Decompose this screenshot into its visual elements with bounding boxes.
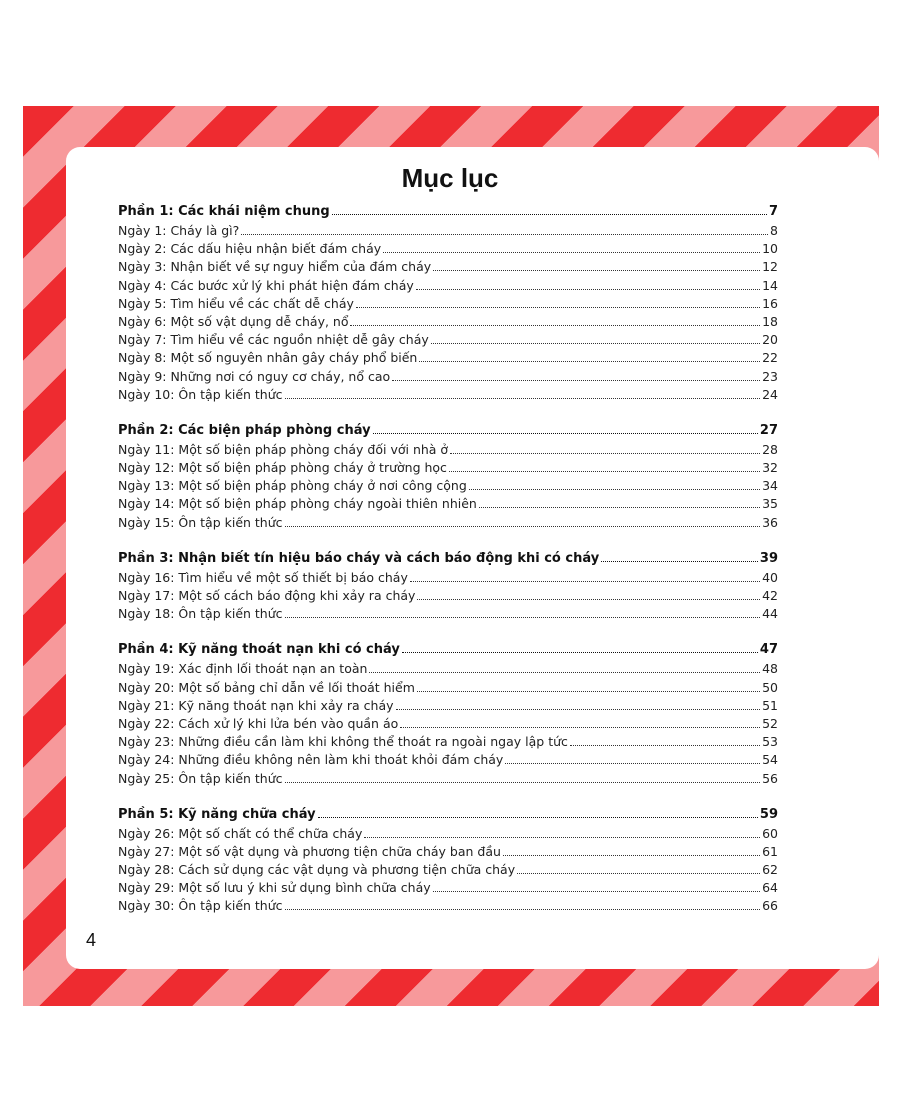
toc-entry-page: 18 (762, 313, 778, 329)
toc-entry-page: 66 (762, 898, 778, 914)
dot-leader (570, 745, 760, 746)
toc-entry[interactable] (118, 880, 778, 898)
dot-leader (419, 361, 760, 362)
toc-section-heading-page: 7 (768, 204, 778, 219)
dot-leader (417, 599, 760, 600)
dot-leader (505, 763, 760, 764)
toc-section-heading[interactable] (118, 807, 778, 826)
toc-section-heading[interactable] (118, 204, 778, 223)
dot-leader (285, 782, 761, 783)
toc-entry-label: Ngày 26: Một số chất có thể chữa cháy (118, 825, 363, 841)
toc-entry-page: 50 (762, 679, 778, 695)
toc-entry-label: Ngày 27: Một số vật dụng và phương tiện chữa cháy ban đầu (118, 843, 501, 859)
toc-entry-page: 22 (762, 350, 778, 366)
toc-entry-label: Ngày 8: Một số nguyên nhân gây cháy phổ biến (118, 350, 418, 366)
toc-entry-page: 44 (762, 606, 778, 622)
toc-entry-page: 24 (762, 386, 778, 402)
toc-entry-page: 40 (762, 569, 778, 585)
toc-entry[interactable] (118, 259, 778, 277)
toc-entry[interactable] (118, 387, 778, 405)
dot-leader (285, 398, 761, 399)
dot-leader (241, 234, 768, 235)
dot-leader (517, 873, 760, 874)
toc-entry[interactable] (118, 241, 778, 259)
toc-entry-label: Ngày 24: Những điều không nên làm khi thoát khỏi đám cháy (118, 752, 504, 768)
dot-leader (503, 855, 760, 856)
toc-entry-label: Ngày 13: Một số biện pháp phòng cháy ở nơi công cộng (118, 478, 467, 494)
toc-section-heading[interactable] (118, 642, 778, 661)
dot-leader (392, 380, 760, 381)
toc-entry-label: Ngày 1: Cháy là gì? (118, 223, 240, 238)
toc-entry[interactable] (118, 332, 778, 350)
dot-leader (364, 837, 760, 838)
toc-section-heading-label: Phần 5: Kỹ năng chữa cháy (118, 806, 316, 822)
toc-entry-label: Ngày 28: Cách sử dụng các vật dụng và phương tiện chữa cháy (118, 862, 516, 878)
toc-entry-page: 32 (762, 460, 778, 476)
dot-leader (433, 891, 760, 892)
toc-entry[interactable] (118, 661, 778, 679)
dot-leader (285, 909, 761, 910)
toc-entry[interactable] (118, 844, 778, 862)
dot-leader (373, 433, 758, 434)
dot-leader (383, 252, 760, 253)
toc-entry-page: 34 (762, 478, 778, 494)
toc-section-heading-page: 39 (759, 550, 778, 566)
table-of-contents (118, 204, 778, 935)
toc-entry-page: 61 (762, 843, 778, 859)
toc-entry[interactable] (118, 350, 778, 368)
toc-entry-page: 28 (762, 441, 778, 457)
dot-leader (332, 214, 767, 215)
toc-entry-page: 23 (762, 368, 778, 384)
toc-section (118, 807, 778, 917)
toc-entry-label: Ngày 29: Một số lưu ý khi sử dụng bình chữa cháy (118, 880, 431, 896)
dot-leader (285, 617, 761, 618)
toc-entry-label: Ngày 22: Cách xử lý khi lửa bén vào quần áo (118, 715, 399, 731)
toc-entry-label: Ngày 6: Một số vật dụng dễ cháy, nổ (118, 313, 349, 329)
dot-leader (416, 289, 760, 290)
dot-leader (449, 471, 760, 472)
dot-leader (402, 652, 758, 653)
toc-entry-page: 51 (762, 697, 778, 713)
toc-entry-page: 35 (762, 496, 778, 512)
dot-leader (469, 489, 760, 490)
toc-section-heading[interactable] (118, 551, 778, 570)
toc-entry-label: Ngày 15: Ôn tập kiến thức (118, 514, 283, 530)
toc-entry-label: Ngày 19: Xác định lối thoát nạn an toàn (118, 661, 368, 677)
toc-entry-label: Ngày 16: Tìm hiểu về một số thiết bị báo cháy (118, 569, 408, 585)
dot-leader (285, 526, 761, 527)
toc-section-heading-page: 27 (759, 422, 778, 438)
toc-entry-page: 36 (762, 514, 778, 530)
toc-entry-page: 64 (762, 880, 778, 896)
toc-entry[interactable] (118, 734, 778, 752)
dot-leader (431, 343, 760, 344)
toc-entry[interactable] (118, 826, 778, 844)
toc-entry[interactable] (118, 698, 778, 716)
dot-leader (410, 581, 760, 582)
toc-entry[interactable] (118, 515, 778, 533)
dot-leader (396, 709, 761, 710)
toc-entry[interactable] (118, 296, 778, 314)
toc-section-heading-label: Phần 4: Kỹ năng thoát nạn khi có cháy (118, 642, 400, 658)
toc-entry[interactable] (118, 752, 778, 770)
toc-entry[interactable] (118, 442, 778, 460)
toc-entry-page: 48 (762, 661, 778, 677)
dot-leader (356, 307, 760, 308)
toc-entry-label: Ngày 4: Các bước xử lý khi phát hiện đám cháy (118, 277, 414, 293)
toc-entry[interactable] (118, 278, 778, 296)
toc-entry-label: Ngày 17: Một số cách báo động khi xảy ra cháy (118, 588, 416, 603)
toc-entry-label: Ngày 18: Ôn tập kiến thức (118, 606, 283, 622)
toc-entry[interactable] (118, 496, 778, 514)
toc-section-heading-label: Phần 2: Các biện pháp phòng cháy (118, 422, 371, 438)
toc-entry[interactable] (118, 680, 778, 698)
toc-entry[interactable] (118, 369, 778, 387)
toc-entry-page: 52 (762, 715, 778, 731)
toc-section-heading-page: 47 (759, 642, 778, 658)
dot-leader (433, 270, 760, 271)
toc-entry-label: Ngày 20: Một số bảng chỉ dẫn về lối thoát hiểm (118, 679, 415, 695)
toc-section-heading-label: Phần 3: Nhận biết tín hiệu báo cháy và cách báo động khi có cháy (118, 550, 600, 566)
dot-leader (417, 691, 760, 692)
toc-section-heading-page: 59 (759, 806, 778, 822)
toc-entry[interactable] (118, 862, 778, 880)
toc-entry-page: 12 (762, 259, 778, 275)
toc-entry-label: Ngày 7: Tìm hiểu về các nguồn nhiệt dễ gây cháy (118, 332, 429, 348)
toc-entry-page: 20 (762, 332, 778, 348)
toc-section (118, 642, 778, 788)
toc-section (118, 204, 778, 405)
toc-entry-page: 53 (762, 734, 778, 750)
dot-leader (601, 561, 758, 562)
toc-entry-label: Ngày 30: Ôn tập kiến thức (118, 898, 283, 914)
toc-entry-label: Ngày 3: Nhận biết về sự nguy hiểm của đám cháy (118, 259, 432, 275)
toc-entry-page: 62 (762, 862, 778, 878)
page-number: 4 (86, 930, 97, 950)
toc-entry[interactable] (118, 223, 778, 241)
dot-leader (400, 727, 760, 728)
toc-entry-label: Ngày 21: Kỹ năng thoát nạn khi xảy ra cháy (118, 697, 394, 713)
dot-leader (450, 453, 760, 454)
toc-entry[interactable] (118, 570, 778, 588)
toc-section-heading[interactable] (118, 423, 778, 442)
toc-entry-label: Ngày 14: Một số biện pháp phòng cháy ngoài thiên nhiên (118, 496, 477, 512)
toc-entry[interactable] (118, 716, 778, 734)
toc-entry[interactable] (118, 460, 778, 478)
toc-entry[interactable] (118, 898, 778, 916)
toc-entry-label: Ngày 23: Những điều cần làm khi không thể thoát ra ngoài ngay lập tức (118, 734, 568, 750)
toc-section (118, 423, 778, 533)
toc-entry[interactable] (118, 478, 778, 496)
toc-entry-page: 60 (762, 825, 778, 841)
toc-entry-label: Ngày 25: Ôn tập kiến thức (118, 770, 283, 786)
toc-entry[interactable] (118, 588, 778, 606)
dot-leader (479, 507, 760, 508)
toc-entry-page: 16 (762, 295, 778, 311)
toc-entry-page: 54 (762, 752, 778, 768)
toc-entry-page: 42 (762, 588, 778, 603)
toc-entry[interactable] (118, 606, 778, 624)
toc-entry-page: 10 (762, 241, 778, 257)
toc-section-heading-label: Phần 1: Các khái niệm chung (118, 204, 330, 219)
toc-section (118, 551, 778, 625)
toc-entry-page: 56 (762, 770, 778, 786)
toc-entry-page: 8 (770, 223, 778, 238)
toc-entry-label: Ngày 2: Các dấu hiệu nhận biết đám cháy (118, 241, 382, 257)
dot-leader (350, 325, 760, 326)
toc-entry-label: Ngày 9: Những nơi có nguy cơ cháy, nổ cao (118, 368, 391, 384)
toc-entry[interactable] (118, 771, 778, 789)
toc-entry-label: Ngày 5: Tìm hiểu về các chất dễ cháy (118, 295, 354, 311)
toc-entry-label: Ngày 11: Một số biện pháp phòng cháy đối với nhà ở (118, 441, 449, 457)
dot-leader (369, 672, 760, 673)
toc-entry-page: 14 (762, 277, 778, 293)
toc-entry-label: Ngày 10: Ôn tập kiến thức (118, 386, 283, 402)
toc-entry[interactable] (118, 314, 778, 332)
dot-leader (318, 817, 758, 818)
toc-entry-label: Ngày 12: Một số biện pháp phòng cháy ở trường học (118, 460, 447, 476)
page-title: Mục lục (401, 163, 499, 193)
